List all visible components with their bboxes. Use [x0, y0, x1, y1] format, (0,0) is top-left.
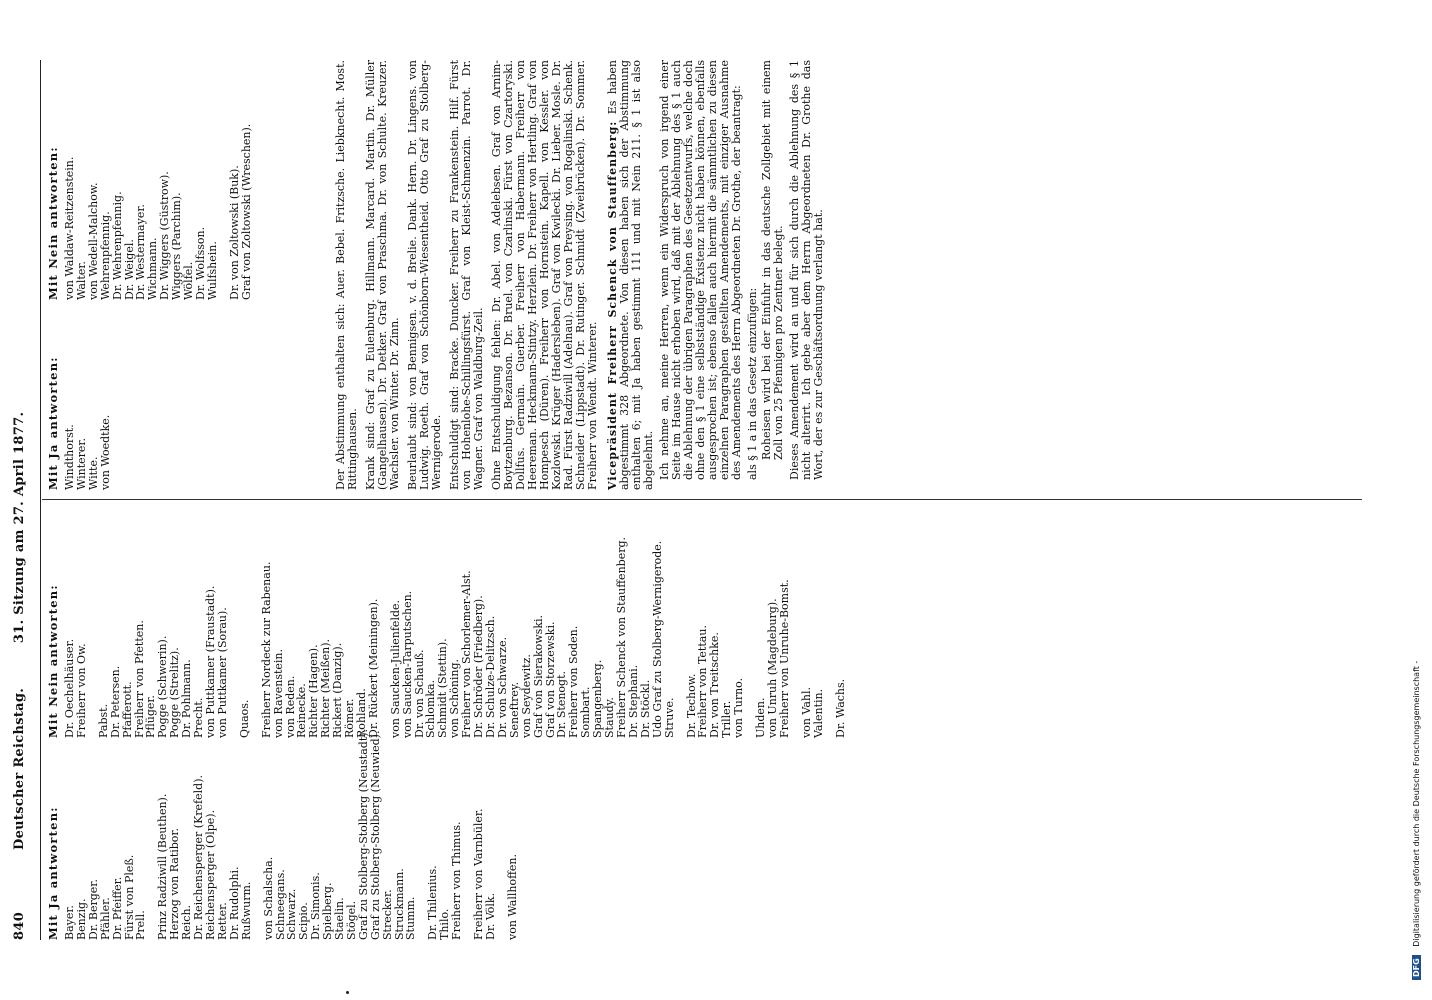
name-block [64, 740, 147, 940]
member-name: Wehrenpfennig. [98, 211, 112, 300]
member-name: Schneegans. [273, 869, 287, 940]
member-name: Freiherr Schenck von Stauffenberg. [614, 537, 628, 738]
member-name: Benzig. [74, 898, 88, 940]
member-name: Reichensperger (Olpe). [203, 809, 217, 940]
member-name: Freiherr Nordeck zur Rabenau. [259, 561, 273, 738]
member-name: Graf von Sierakowski. [531, 615, 545, 738]
right-ja-column [46, 305, 122, 490]
member-name: Rußwurm. [239, 881, 253, 940]
member-name: Dr. Wehrenpfennig. [110, 191, 124, 300]
member-name: Struve. [662, 697, 676, 738]
member-name: Rohland. [354, 688, 368, 738]
member-name: Dr. von Schauß. [412, 649, 426, 738]
member-name: Dr. Stenogt. [555, 671, 569, 738]
member-name: Retter. [215, 902, 229, 940]
name-block [261, 503, 380, 738]
member-name: Herzog von Ratibor. [168, 828, 182, 940]
name-block [64, 60, 219, 300]
member-name: Richter (Hagen). [307, 644, 321, 738]
member-name: von Saucken-Julienfelde. [388, 599, 402, 738]
member-name: Dr. von Schwarze. [495, 636, 509, 738]
member-name: Staelin. [333, 897, 347, 940]
name-block [801, 503, 825, 738]
column-heading: Mit Nein antworten: [46, 584, 60, 738]
member-name: Strecker. [380, 889, 394, 940]
journal-title: Deutscher Reichstag. [12, 687, 27, 850]
member-name: Dr. Wolfsson. [193, 226, 207, 300]
member-name: Dr. Schröder (Friedberg). [472, 595, 486, 738]
member-name: Pogge (Strelitz). [168, 647, 182, 738]
left-ja-column [46, 728, 529, 940]
abstention-paragraph: Der Abstimmung enthalten sich: Auer. Bebel. Fritzsche. Liebknecht. Most. Rittinghausen. [334, 60, 359, 490]
absence-section [335, 60, 825, 490]
member-name: Dr. Westermayer. [134, 204, 148, 300]
member-name: Graf von Zoltowski (Wreschen). [239, 123, 253, 300]
amendment-intro: als § 1 a in das Gesetz einzufügen: [746, 287, 759, 480]
name-block [157, 740, 252, 940]
member-name: Wölfel. [182, 261, 196, 300]
member-name: Scipio. [297, 902, 311, 940]
column-heading: Mit Nein antworten: [46, 146, 60, 300]
member-name: von Reden. [283, 675, 297, 738]
page-number: 840 [12, 911, 27, 940]
speech-continuation: Ich nehme an, meine Herren, wenn ein Widerspruch von irgend einer Seite im Hause nicht erhoben wird, daß mit der Ablehnung des § 1 auch die Ablehnung der übrigen Paragraphen des Gesetzentwurfs, welche doch ohne den § 1 eine selbstständige Existenz nicht haben können, ebenfalls ausgesprochen ist; ebenso fallen auch hiermit die sämmtlichen zu diesen einzelnen Paragraphen gestellten Amendements, mit einziger Ausnahme des Amendements des Herrn Abgeordneten Dr. Grothe, der beantragt: [658, 60, 743, 480]
member-name: Pogge (Schwerin). [156, 635, 170, 738]
member-name: von Turno. [732, 677, 746, 738]
speaker-name: Vicepräsident Freiherr Schenck von Stauffenberg: [606, 120, 619, 490]
member-name: Freiherr von Thimus. [450, 821, 464, 940]
member-name: Pabst. [96, 703, 110, 738]
member-name: Dr. Simonis. [309, 872, 323, 940]
member-name: Schwarz. [285, 888, 299, 940]
member-name: Pflüger. [144, 695, 158, 738]
speech-text: Es haben abgestimmt 328 Abgeordnete. Von diesen haben sich der Abstimmung enthalten 6; mit Ja haben gestimmt 111 und mit Nein 211. § 1 ist also abgelehnt. [606, 60, 655, 490]
scan-speck [346, 991, 349, 994]
member-name: von Wedell-Malchow. [86, 182, 100, 300]
member-name: Windthorst. [63, 424, 76, 490]
member-name: von Unruh (Magdeburg). [765, 598, 779, 738]
name-block [239, 503, 251, 738]
member-name: Dr. Thilenius. [426, 865, 440, 940]
member-name: Freiherr von Varnbüler. [472, 808, 486, 940]
member-name: von Puttkamer (Fraustadt). [203, 585, 217, 738]
name-block [64, 305, 112, 490]
page-header [12, 60, 38, 940]
member-name: Freiherr von Pfetten. [132, 620, 146, 738]
member-name: von Saucken-Tarputschen. [400, 590, 414, 738]
member-name: Graf zu Stolberg-Stolberg (Neuwied). [368, 730, 382, 940]
member-name: Dr. Stephani. [626, 664, 640, 738]
left-nein-column [46, 503, 856, 738]
member-name: Seneftrey. [507, 681, 521, 738]
name-block [229, 60, 253, 300]
member-name: von Schalscha. [261, 856, 275, 940]
member-name: Pfähler. [98, 897, 112, 940]
member-name: Dr. Techow. [684, 673, 698, 738]
member-name: Freiherr von Ow. [74, 643, 88, 738]
excused-paragraph: Entschuldigt sind: Bracke. Duncker. Freiherr zu Frankenstein. Hilf. Fürst von Hohenlohe-Schillingsfürst. Graf von Kleist-Schmenzin. Parrot. Dr. Wagner. Graf von Waldburg-Zeil. [448, 60, 485, 490]
member-name: Prinz Radziwill (Beuthen). [156, 793, 170, 940]
member-name: Sombart. [579, 686, 593, 738]
member-name: Dr. Petersen. [108, 665, 122, 738]
name-block [507, 740, 519, 940]
sick-paragraph: Krank sind: Graf zu Eulenburg. Hillmann. Marcard. Martin. Dr. Müller (Gangelhausen). Dr. Detker. Graf von Praschma. Dr. von Schulte. Kreuzer. Wachsler. von Winter. Dr. Zinn. [364, 60, 401, 490]
member-name: Schmidt (Stettin). [436, 638, 450, 738]
member-name: von Wallhoffen. [505, 854, 519, 940]
name-block [755, 503, 791, 738]
member-name: Wiggers (Parchim). [170, 192, 184, 300]
member-name: Schlomka. [424, 679, 438, 738]
session-title: 31. Sitzung am 27. April 1877. [12, 411, 27, 644]
member-name: Reich. [180, 904, 194, 940]
member-name: Freiherr von Unruhe-Bomst. [777, 579, 791, 738]
name-block [261, 728, 418, 940]
dfg-logo: DFG [1412, 955, 1421, 980]
member-name: Dr. Berger. [86, 879, 100, 940]
member-name: Fürst von Pleß. [122, 854, 136, 940]
member-name: Thilo. [438, 908, 452, 940]
member-name: Stumm. [404, 896, 418, 940]
member-name: von Vahl. [799, 686, 813, 738]
name-block [98, 503, 229, 738]
member-name: Spielberg. [321, 882, 335, 940]
member-name: Freiherr von Soden. [567, 625, 581, 738]
column-heading: Mit Ja antworten: [46, 806, 60, 940]
dfg-stamp-text: Digitalisierung gefördert durch die Deutsche Forschungsgemeinschaft - [1412, 660, 1421, 947]
member-name: Uhden. [754, 697, 768, 738]
member-name: Römer. [343, 698, 357, 738]
member-name: von Woedtke. [98, 414, 112, 490]
member-name: von Schöning. [448, 658, 462, 738]
member-name: Valentin. [811, 688, 825, 738]
column-divider [42, 499, 1362, 500]
member-name: Graf zu Stolberg-Stolberg (Neustadt). [356, 728, 370, 940]
name-block [686, 503, 746, 738]
member-name: Dr. Rückert (Meiningen). [366, 598, 380, 738]
member-name: Witte. [86, 456, 100, 490]
dfg-stamp [1412, 20, 1426, 980]
name-block [427, 740, 463, 940]
member-name: Walter. [74, 261, 88, 300]
name-block [390, 503, 676, 738]
member-name: Staudy. [603, 697, 617, 738]
member-name: Freiherr von Schorlemer-Alst. [460, 570, 474, 738]
column-heading: Mit Ja antworten: [46, 356, 60, 490]
member-name: Reinecke. [295, 683, 309, 738]
member-name: Dr. Wiggers (Güstrow). [158, 171, 172, 300]
member-name: Triller. [720, 700, 734, 738]
member-name: Dr. Pohlmann. [180, 659, 194, 738]
member-name: Dr. Reichensperger (Krefeld). [192, 775, 206, 940]
member-name: Pfafferott. [120, 681, 134, 738]
right-nein-column [46, 60, 263, 300]
member-name: Stögel. [344, 900, 358, 940]
member-name: von Seydewitz. [519, 654, 533, 738]
member-name: Struckmann. [392, 868, 406, 940]
member-name: Quaos. [237, 699, 251, 738]
member-name: von Puttkamer (Sorau). [215, 607, 229, 738]
member-name: Dr. von Zoltowski (Buk). [227, 165, 241, 300]
header-center [12, 412, 27, 850]
member-name: Wulfshein. [205, 241, 219, 300]
member-name: Dr. Schulze-Delitzsch. [484, 615, 497, 738]
member-name: Dr. Völk. [484, 892, 497, 940]
member-name: Rickert (Danzig). [331, 642, 345, 738]
name-block [835, 503, 847, 738]
member-name: Graf von Storzewski. [543, 621, 557, 738]
member-name: Dr. Oechelhäuser. [63, 638, 76, 738]
member-name: Dr. Wachs. [833, 678, 847, 738]
leave-paragraph: Beurlaubt sind: von Bennigsen. v. d. Brelie. Dank. Hern. Dr. Lingens. von Ludwig. Roeth. Graf von Schönborn-Wiesentheid. Otto Graf zu Stolberg-Wernigerode. [406, 60, 443, 490]
member-name: Winterer. [74, 438, 88, 490]
member-name: Wichmann. [146, 237, 160, 300]
member-name: Dr. Stöckl. [638, 679, 652, 738]
member-name: Spangenberg. [591, 659, 605, 738]
closing-speech: Dieses Amendement wird an und für sich durch die Ablehnung des § 1 nicht alterirt. Ich gebe aber dem Herrn Abgeordneten Dr. Grothe das Wort, der es zur Geschäftsordnung verlangt hat. [788, 60, 825, 480]
member-name: Freiherr von Tettau. [696, 625, 710, 738]
member-name: Precht. [192, 697, 206, 738]
name-block [64, 503, 88, 738]
member-name: Dr. Weigel. [122, 239, 136, 300]
member-name: Dr. von Treitschke. [708, 632, 722, 738]
member-name: Dr. Pfeiffer. [110, 876, 124, 940]
header-rule [40, 60, 41, 940]
member-name: Dr. Rudolphi. [227, 866, 241, 940]
unexcused-paragraph: Ohne Entschuldigung fehlen: Dr. Abel. von Adelebsen. Graf von Arnim-Boytzenburg. Bezanson. Dr. Bruel. von Czarlinski. Fürst von Czartoryski. Dollfus. Germain. Guerber. Freiherr von Habermann. Freiherr von Heereman. Heckmann-Stintzy. Herzlein. Dr. Freiherr von Hertling. Graf von Hompesch (Düren). Freiherr von Hornstein. Kapell. von Kessler. von Kozlowski. Krüger (Hadersleben). Graf von Kwilecki. Dr. Lieber. Mosle. Dr. Rad. Fürst Radziwill (Adelnau). Graf von Preysing. von Rogalinski. Schenk. Schneider (Lippstadt). Dr. Rutinger. Schmidt (Zweibrücken). Dr. Sommer. Freiherr von Wendt. Winterer. [490, 60, 599, 490]
member-name: Richter (Meißen). [319, 638, 333, 738]
member-name: von Ravenstein. [271, 649, 285, 738]
member-name: Udo Graf zu Stolberg-Wernigerode. [650, 540, 664, 738]
member-name: von Waldaw-Reitzenstein. [63, 156, 76, 300]
name-block [473, 740, 497, 940]
speech-vicepresident [607, 60, 655, 490]
member-name: Prell. [134, 910, 148, 940]
member-name: Bayer. [63, 905, 76, 940]
amendment-text: Roheisen wird bei der Einfuhr in das deutsche Zollgebiet mit einem Zoll von 25 Pfennigen pro Zentner belegt. [760, 60, 785, 460]
